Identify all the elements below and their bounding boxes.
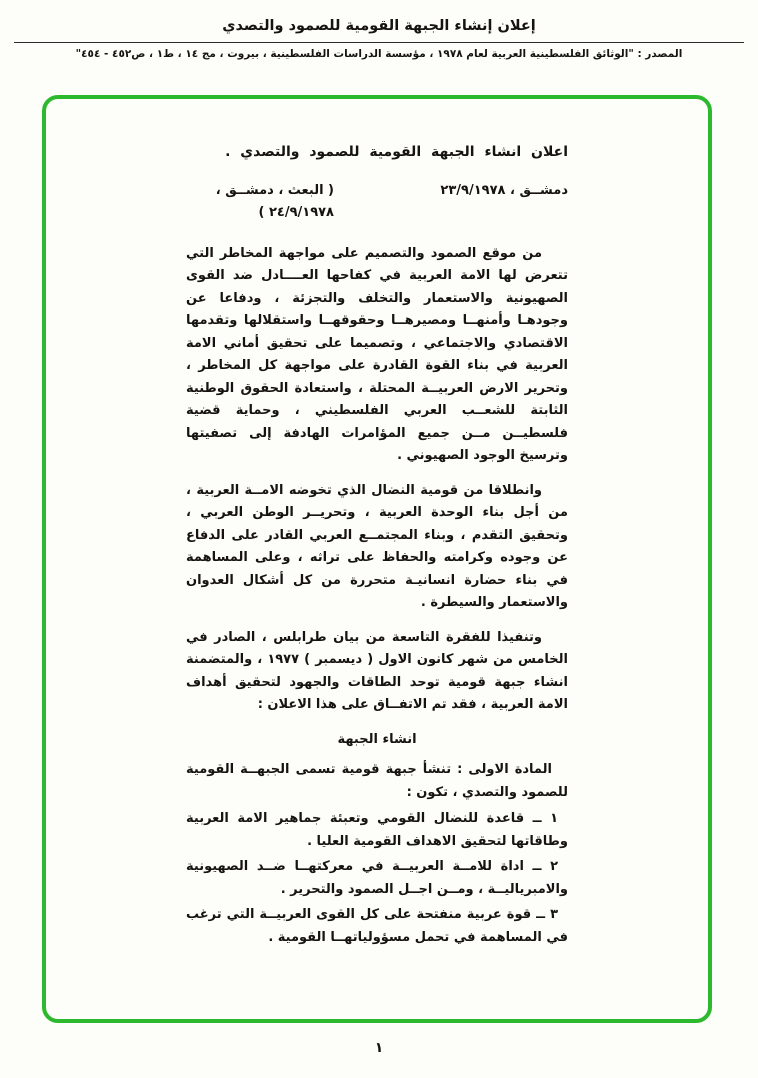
dateline-place-date: دمشــق ، ٢٣/٩/١٩٧٨ — [440, 182, 568, 198]
list-item-2: ٢ ــ اداة للامــة العربيــة في معركتهــا ضــد الصهيونية والامبرياليــة ، ومــن اجــل الصمود والتحرير . — [186, 859, 568, 897]
paragraph-preamble-2: وانطلاقا من قومية النضال الذي تخوضه الامــة العربية ، من أجل بناء الوحدة العربية ، وتحريــر الوطن العربي ، وتحقيق التقدم ، وبناء المجتمــع العربي القادر على الدفاع عن وجوده وكرامته والحفاظ على تراثه ، وعلى المساهمة في بناء حضارة انسانيـة متحررة من كل أشكال العدوان والاستعمار والسيطرة . — [186, 482, 568, 610]
document-title: اعلان انشاء الجبهة القومية للصمود والتصدي . — [225, 144, 568, 160]
source-line: المصدر : "الوثائق الفلسطينية العربية لعام ١٩٧٨ ، مؤسسة الدراسات الفلسطينية ، بيروت ، مج ١٤ ، ط١ ، ص٤٥٢ - ٤٥٤" — [75, 48, 683, 60]
document-body — [186, 141, 568, 949]
page-header — [0, 0, 758, 60]
section-heading-front-creation: انشاء الجبهة — [337, 731, 417, 747]
list-item-3: ٣ ــ قوة عربية منفتحة على كل القوى العربيــة التي ترغب في المساهمة في تحمل مسؤولياتهــا القومية . — [186, 907, 568, 945]
page-number: ١ — [374, 1040, 384, 1056]
dateline — [186, 180, 568, 225]
dateline-source-ref: ( البعث ، دمشــق ، ٢٤/٩/١٩٧٨ ) — [215, 182, 334, 220]
document-frame — [42, 95, 712, 1023]
page-header-title: إعلان إنشاء الجبهة القومية للصمود والتصدي — [222, 18, 536, 34]
article-one-intro: المادة الاولى : تنشأ جبهة قومية تسمى الجبهــة القومية للصمود والتصدي ، تكون : — [186, 762, 568, 800]
paragraph-preamble-3: وتنفيذا للفقرة التاسعة من بيان طرابلس ، الصادر في الخامس من شهر كانون الاول ( ديسمبر ) ١٩٧٧ ، والمتضمنة انشاء جبهة قومية توحد الطاقات والجهود لتحقيق أهداف الامة العربية ، فقد تم الاتفــاق على هذا الاعلان : — [186, 629, 568, 712]
list-item-1: ١ ــ قاعدة للنضال القومي وتعبئة جماهير الامة العربية وطاقاتها لتحقيق الاهداف القومية العليا . — [186, 811, 568, 849]
header-divider — [14, 42, 744, 43]
paragraph-preamble-1: من موقع الصمود والتصميم على مواجهة المخاطر التي تتعرض لها الامة العربية في كفاحها العــــادل ضد القوى الصهيونية والاستعمار والتخلف والتجزئة ، ودفاعا عن وجودهـا وأمنهــا ومصيرهــا وحقوقهــا واستقلالها وتقدمها الاقتصادي والاجتماعي ، وتصميما على تحقيق أماني الامة العربية في بناء القوة القادرة على مواجهة كل المخاطر ، وتحرير الارض العربيــة المحتلة ، واستعادة الحقوق الوطنية الثابتة للشعــب العربي الفلسطيني ، وحماية قضية فلسطيــن مــن جميع المؤامرات الهادفة إلى تصفيتها وترسيخ الوجود الصهيوني . — [186, 245, 568, 463]
